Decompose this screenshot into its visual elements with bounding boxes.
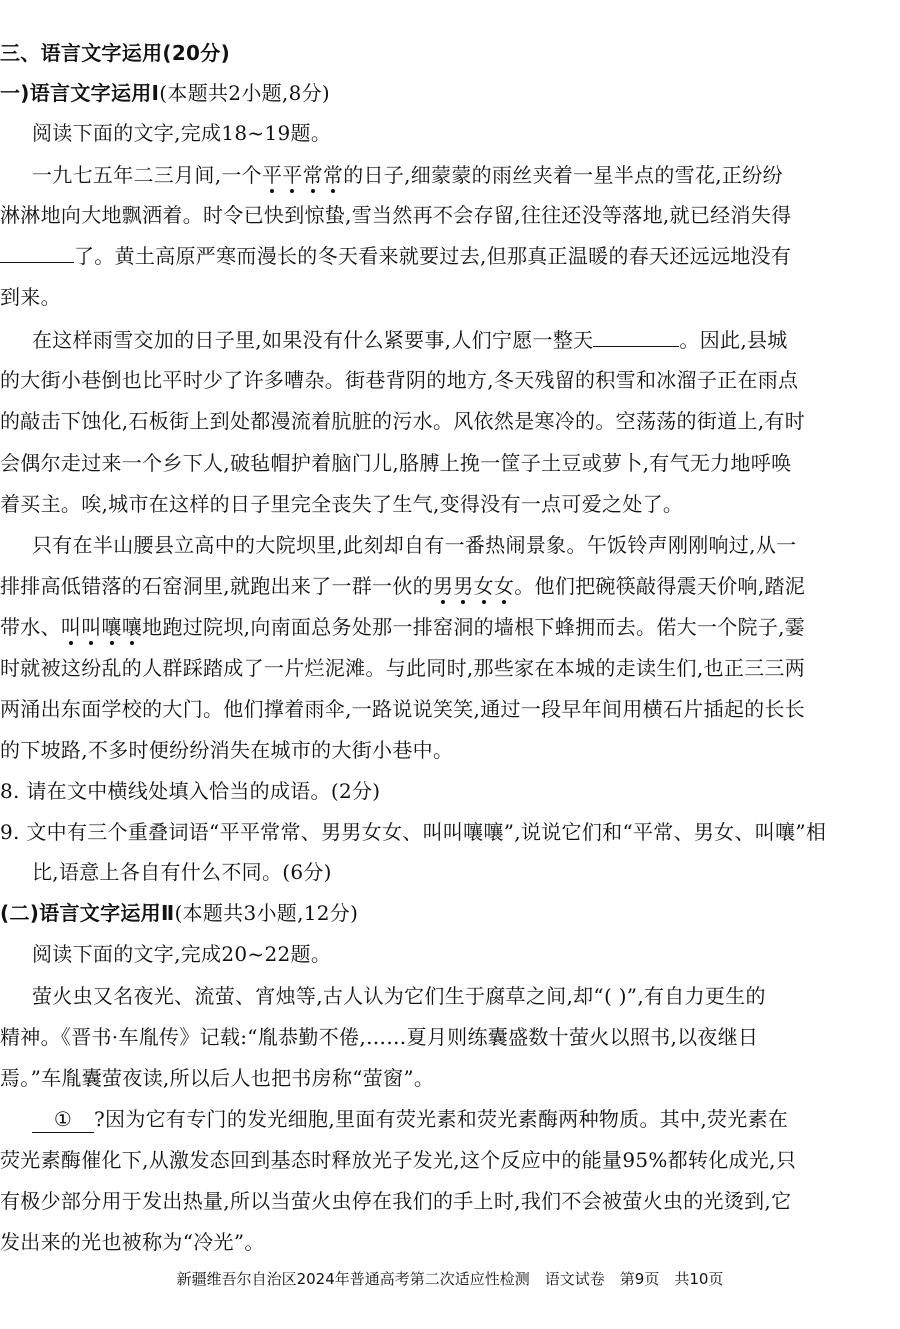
passage1-line: 到来。	[0, 285, 61, 309]
emphasis-dot-char: 常	[322, 163, 344, 187]
passage2-line: 精神。《晋书·车胤传》记载:“胤恭勤不倦,……夏月则练囊盛数十萤火以照书,以夜继日	[0, 1025, 759, 1049]
fill-blank-circle-1: ①	[32, 1106, 94, 1133]
passage1-line: 了。黄土高原严寒而漫长的冬天看来就要过去,但那真正温暖的春天还远远地没有	[0, 242, 900, 269]
passage1-line: 着买主。唉,城市在这样的日子里完全丧失了生气,变得没有一点可爱之处了。	[0, 492, 684, 516]
emphasis-dot-char: 女	[493, 574, 515, 598]
passage2-line: 有极少部分用于发出热量,所以当萤火虫停在我们的手上时,我们不会被萤火虫的光烫到,它	[0, 1189, 792, 1213]
emphasis-dot-char: 男	[432, 574, 454, 598]
part2-heading: (二)语言文字运用Ⅱ	[0, 901, 175, 925]
emphasis-dot-char: 叫	[81, 615, 102, 639]
passage2-line: 焉。”车胤囊萤夜读,所以后人也把书房称“萤窗”。	[0, 1066, 435, 1090]
emphasis-dot-char: 男	[453, 574, 474, 598]
passage1-line: 会偶尔走过来一个乡下人,破毡帽护着脑门儿,胳膊上挽一筐子土豆或萝卜,有气无力地呼唤	[0, 451, 792, 475]
part1-heading: 一)语言文字运用Ⅰ	[0, 81, 160, 105]
passage1-line: 只有在半山腰县立高中的大院坝里,此刻却自有一番热闹景象。午饭铃声刚刚响过,从一	[32, 533, 797, 557]
part2-intro: 阅读下面的文字,完成20~22题。	[32, 942, 332, 966]
emphasis-dot-char: 常	[302, 163, 323, 187]
passage2-line: 萤火虫又名夜光、流萤、宵烛等,古人认为它们生于腐草之间,却“( )”,有自力更生的	[32, 984, 766, 1008]
passage2-line: 荧光素酶催化下,从激发态回到基态时释放光子发光,这个反应中的能量95%都转化成光,只	[0, 1148, 797, 1172]
passage2-line: 发出来的光也被称为“冷光”。	[0, 1230, 265, 1254]
part1-intro: 阅读下面的文字,完成18~19题。	[32, 121, 332, 145]
passage1-line: 两涌出东面学校的大门。他们撑着雨伞,一路说说笑笑,通过一段早年间用横石片插起的长长	[0, 697, 806, 721]
passage1-line: 带水、叫叫嚷嚷地跑过院坝,向南面总务处那一排窑洞的墙根下蜂拥而去。偌大一个院子,霎	[0, 615, 806, 639]
emphasis-dot-char: 平	[261, 163, 283, 187]
emphasis-dot-char: 嚷	[121, 615, 143, 639]
part2-heading-line	[0, 900, 900, 926]
passage1-line: 一九七五年二三月间,一个平平常常的日子,细蒙蒙的雨丝夹着一星半点的雪花,正纷纷	[32, 163, 783, 187]
passage1-line: 排排高低错落的石窑洞里,就跑出来了一群一伙的男男女女。他们把碗筷敲得震天价响,踏泥	[0, 574, 806, 598]
passage1-line: 的敲击下蚀化,石板街上到处都漫流着肮脏的污水。风依然是寒冷的。空荡荡的街道上,有时	[0, 409, 806, 433]
page-footer: 新疆维吾尔自治区2024年普通高考第二次适应性检测 语文试卷 第9页 共10页	[176, 1270, 724, 1288]
question-19: 9. 文中有三个重叠词语“平平常常、男男女女、叫叫嚷嚷”,说说它们和“平常、男女、叫嚷”相	[0, 820, 827, 844]
emphasis-dot-char: 叫	[60, 615, 82, 639]
emphasis-dot-char: 女	[473, 574, 494, 598]
question-18: 8. 请在文中横线处填入恰当的成语。(2分)	[0, 779, 381, 803]
part1-heading-line	[0, 80, 900, 106]
passage1-line: 的大街小巷倒也比平时少了许多嘈杂。街巷背阴的地方,冬天残留的积雪和冰溜子正在雨点	[0, 368, 799, 392]
part1-note: (本题共2小题,8分)	[159, 81, 331, 105]
emphasis-dot-char: 平	[282, 163, 303, 187]
fill-blank-2	[593, 326, 679, 347]
passage1-line: 的下坡路,不多时便纷纷消失在城市的大街小巷中。	[0, 738, 454, 762]
section-heading: 三、语言文字运用(20分)	[0, 41, 231, 65]
fill-blank-1	[0, 242, 74, 263]
passage1-line: 时就被这纷乱的人群踩踏成了一片烂泥滩。与此同时,那些家在本城的走读生们,也正三三两	[0, 656, 806, 680]
passage1-line: 在这样雨雪交加的日子里,如果没有什么紧要事,人们宁愿一整天 。因此,县城	[32, 328, 788, 352]
passage2-line: ① ?因为它有专门的发光细胞,里面有荧光素和荧光素酶两种物质。其中,荧光素在	[32, 1106, 900, 1133]
passage1-line: 淋淋地向大地飘洒着。时令已快到惊蛰,雪当然再不会存留,往往还没等落地,就已经消失得	[0, 203, 792, 227]
question-19-cont: 比,语意上各自有什么不同。(6分)	[32, 860, 332, 884]
emphasis-dot-char: 嚷	[101, 615, 122, 639]
part2-note: (本题共3小题,12分)	[174, 901, 359, 925]
